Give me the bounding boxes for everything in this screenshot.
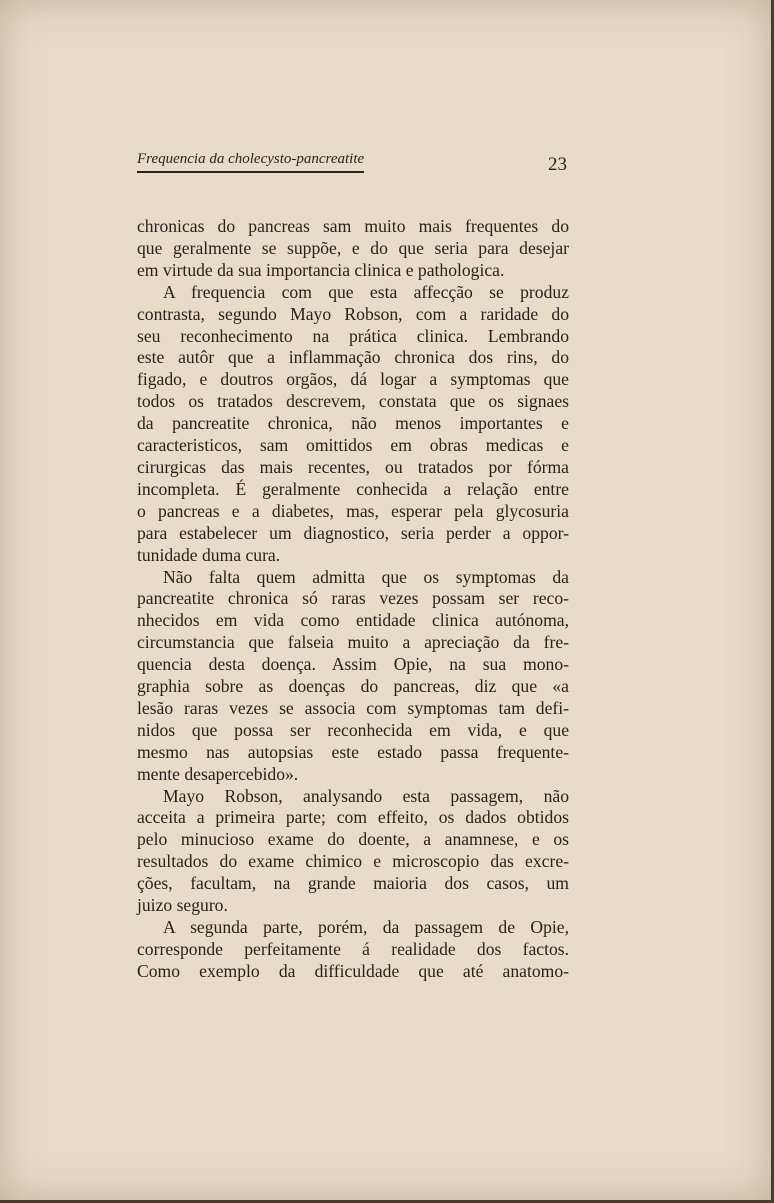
text-line: para estabelecer um diagnostico, seria perder a oppor-: [137, 522, 569, 543]
text-line: nhecidos em vida como entidade clinica autónoma,: [137, 610, 569, 631]
text-line: que geralmente se suppõe, e do que seria para desejar: [137, 237, 569, 258]
text-line: cirurgicas das mais recentes, ou tratados por fórma: [137, 456, 569, 477]
text-line: pelo minucioso exame do doente, a anamnese, e os: [137, 829, 569, 850]
text-line: A frequencia com que esta affecção se produz: [163, 281, 569, 302]
text-line: acceita a primeira parte; com effeito, os dados obtidos: [137, 807, 569, 828]
text-line: graphia sobre as doenças do pancreas, diz que «a: [137, 676, 569, 697]
text-line: todos os tratados descrevem, constata que os signaes: [137, 391, 569, 412]
page-number: 23: [548, 154, 567, 175]
text-line: nidos que possa ser reconhecida em vida, e que: [137, 719, 569, 740]
text-line: juizo seguro.: [137, 895, 228, 916]
text-line: Mayo Robson, analysando esta passagem, não: [163, 785, 569, 806]
text-line: circumstancia que falseia muito a apreciação da fre-: [137, 632, 569, 653]
text-line: da pancreatite chronica, não menos importantes e: [137, 413, 569, 434]
text-line: A segunda parte, porém, da passagem de Opie,: [163, 917, 569, 937]
text-line: contrasta, segundo Mayo Robson, com a raridade do: [137, 303, 569, 324]
text-line: caracteristicos, sam omittidos em obras medicas e: [137, 435, 569, 456]
text-line: seu reconhecimento na prática clinica. Lembrando: [137, 325, 569, 346]
text-line: em virtude da sua importancia clinica e pathologica.: [137, 259, 505, 280]
text-line: o pancreas e a diabetes, mas, esperar pela glycosuria: [137, 500, 569, 521]
text-line: mente desapercebido».: [137, 763, 299, 784]
text-line: incompleta. É geralmente conhecida a relação entre: [137, 478, 569, 499]
text-line: corresponde perfeitamente á realidade dos factos.: [137, 938, 569, 959]
body-text: [137, 216, 569, 983]
text-line: Não falta quem admitta que os symptomas da: [163, 566, 569, 587]
page-header: [137, 151, 569, 181]
text-line: ções, facultam, na grande maioria dos casos, um: [137, 873, 569, 894]
text-line: lesão raras vezes se associa com symptomas tam defi-: [137, 697, 569, 718]
text-line: chronicas do pancreas sam muito mais frequentes do: [137, 216, 569, 236]
text-line: tunidade duma cura.: [137, 544, 281, 565]
text-line: este autôr que a inflammação chronica dos rins, do: [137, 347, 569, 368]
text-line: pancreatite chronica só raras vezes possam ser reco-: [137, 588, 569, 609]
text-line: resultados do exame chimico e microscopio das excre-: [137, 851, 569, 872]
text-line: quencia desta doença. Assim Opie, na sua mono-: [137, 654, 569, 675]
text-line: mesmo nas autopsias este estado passa frequente-: [137, 741, 569, 762]
running-title: Frequencia da cholecysto-pancreatite: [137, 151, 364, 173]
text-line: figado, e doutros orgãos, dá logar a symptomas que: [137, 369, 569, 390]
text-line: Como exemplo da difficuldade que até anatomo-: [137, 960, 569, 981]
